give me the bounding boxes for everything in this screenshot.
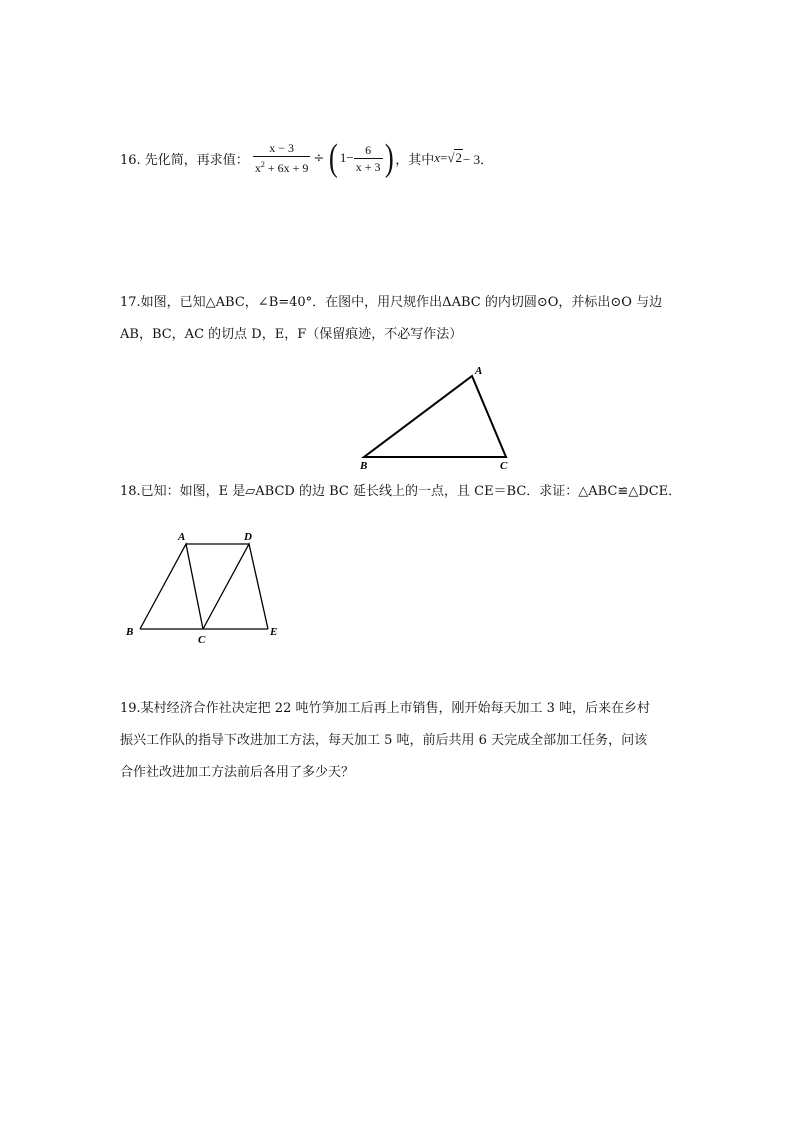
q16-sqrt-arg: 2 <box>455 150 462 165</box>
q16-one-minus: 1− <box>339 150 354 165</box>
q16-fraction-1-denominator <box>253 157 311 176</box>
q16-den-rest: + 6x + 9 <box>264 161 309 175</box>
q16-fraction-2-denominator: x + 3 <box>355 159 381 174</box>
q18-parallelogram-figure <box>120 525 290 650</box>
q16-right-paren: ) <box>384 137 394 179</box>
vertex-label-b: B <box>360 460 368 472</box>
q16-fraction-2-numerator: 6 <box>354 142 383 159</box>
question-19-line-2: 振兴工作队的指导下改进加工方法，每天加工 5 吨，前后共用 6 天完成全部加工任务，问该 <box>120 733 648 748</box>
question-16 <box>120 136 493 180</box>
point-label-a: A <box>178 531 186 543</box>
point-label-c: C <box>198 634 206 646</box>
q16-den-x: x <box>254 161 261 175</box>
question-19-line-3: 合作社改进加工方法前后各用了多少天？ <box>120 765 355 780</box>
segment-c-d-e <box>203 544 268 629</box>
vertex-label-a: A <box>475 365 483 377</box>
q16-fraction-1-numerator: x − 3 <box>253 140 311 157</box>
q16-fraction-2 <box>354 142 383 175</box>
q16-den-exponent: 2 <box>260 160 265 169</box>
q16-sqrt-sign: √ <box>447 150 455 165</box>
q16-fraction-1 <box>253 140 311 176</box>
q16-mid-text: ，其中 <box>395 152 435 168</box>
q16-label: 16. 先化简，再求值： <box>120 152 249 168</box>
question-19-line-1: 19.某村经济合作社决定把 22 吨竹笋加工后再上市销售，刚开始每天加工 3 吨，后来在乡村 <box>120 701 651 716</box>
point-label-d: D <box>244 531 252 543</box>
question-17-line-2: AB，BC，AC 的切点 D，E，F（保留痕迹，不必写作法） <box>120 327 463 342</box>
question-18-line-1: 18.已知：如图，E 是▱ABCD 的边 BC 延长线上的一点，且 CE＝BC．求证：△ABC≌△DCE． <box>120 484 682 499</box>
question-17-line-1: 17.如图，已知△ABC，∠B=40°．在图中，用尺规作出ΔABC 的内切圆⊙O，并标出⊙O 与边 <box>120 295 663 310</box>
q16-equals: = <box>440 150 448 165</box>
vertex-label-c: C <box>500 460 508 472</box>
triangle-abc <box>364 376 506 457</box>
segment-b-a-c <box>140 544 203 629</box>
q16-left-paren: ( <box>329 137 339 179</box>
q16-sqrt <box>447 150 463 166</box>
q16-variable: x <box>434 150 440 165</box>
point-label-b: B <box>126 626 134 638</box>
q17-triangle-figure <box>355 362 520 472</box>
q16-tail: − 3． <box>462 151 494 167</box>
point-label-e: E <box>270 626 278 638</box>
q16-divide-sign: ÷ <box>313 150 325 166</box>
